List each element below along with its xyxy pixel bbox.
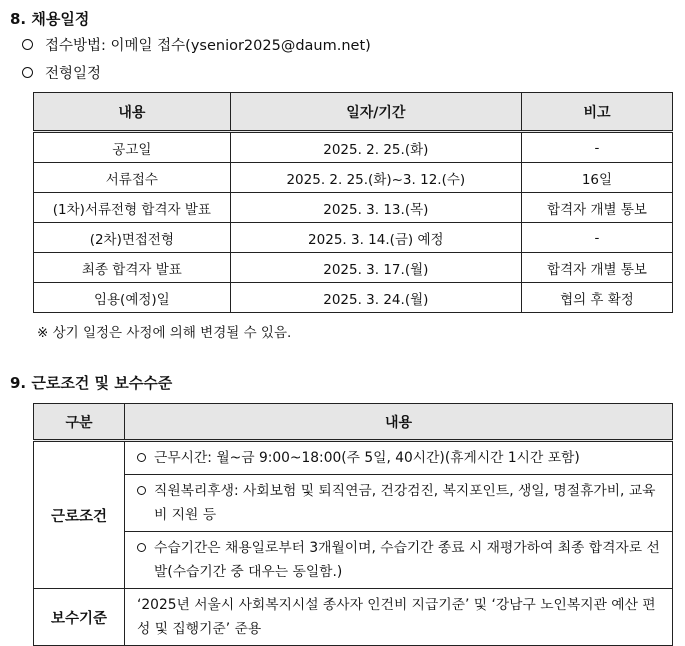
schedule-note: ※ 상기 일정은 사정에 의해 변경될 수 있음. xyxy=(37,325,292,341)
table-cell: 2025. 3. 17.(월) xyxy=(230,253,521,283)
table-cell: (2차)면접전형 xyxy=(34,223,231,253)
table-cell xyxy=(125,532,673,589)
table-cell: (1차)서류전형 합격자 발표 xyxy=(34,193,231,223)
table-row xyxy=(34,532,673,589)
circle-bullet-icon xyxy=(137,486,146,495)
table-cell: 서류접수 xyxy=(34,163,231,193)
table-header-row xyxy=(34,93,673,132)
column-header: 비고 xyxy=(521,93,672,132)
bullet-apply-method xyxy=(22,34,371,55)
table-cell: 협의 후 확정 xyxy=(521,283,672,313)
schedule-table xyxy=(33,92,673,313)
probation-text: 수습기간은 채용일로부터 3개월이며, 수습기간 종료 시 재평가하여 최종 합격자로 선발(수습기간 중 대우는 동일함.) xyxy=(154,540,660,580)
column-header: 구분 xyxy=(34,404,125,441)
table-row xyxy=(34,223,673,253)
circle-bullet-icon xyxy=(22,67,33,78)
circle-bullet-icon xyxy=(22,39,33,50)
column-header: 내용 xyxy=(125,404,673,441)
table-cell: 임용(예정)일 xyxy=(34,283,231,313)
table-row xyxy=(34,589,673,646)
column-header: 내용 xyxy=(34,93,231,132)
table-row xyxy=(34,283,673,313)
section8-heading: 8. 채용일정 xyxy=(10,10,90,28)
welfare-text: 직원복리후생: 사회보험 및 퇴직연금, 건강검진, 복지포인트, 생일, 명절휴가비, 교육비 지원 등 xyxy=(154,483,656,523)
pay-standard-text: ‘2025년 서울시 사회복지시설 종사자 인건비 지급기준’ 및 ‘강남구 노인복지관 예산 편성 및 집행기준’ 준용 xyxy=(125,589,673,646)
table-cell: 16일 xyxy=(521,163,672,193)
table-cell: 최종 합격자 발표 xyxy=(34,253,231,283)
bullet-schedule xyxy=(22,62,101,83)
table-row xyxy=(34,441,673,475)
work-hours-text: 근무시간: 월~금 9:00~18:00(주 5일, 40시간)(휴게시간 1시간 포함) xyxy=(154,450,580,466)
list-item xyxy=(137,479,664,527)
table-cell: 2025. 3. 13.(목) xyxy=(230,193,521,223)
table-cell: 2025. 3. 14.(금) 예정 xyxy=(230,223,521,253)
table-row xyxy=(34,475,673,532)
table-cell: 2025. 2. 25.(화) xyxy=(230,132,521,163)
table-cell xyxy=(125,441,673,475)
table-cell: 공고일 xyxy=(34,132,231,163)
table-cell: - xyxy=(521,223,672,253)
circle-bullet-icon xyxy=(137,543,146,552)
table-cell: 합격자 개별 통보 xyxy=(521,253,672,283)
table-row xyxy=(34,132,673,163)
table-row xyxy=(34,193,673,223)
table-row xyxy=(34,253,673,283)
circle-bullet-icon xyxy=(137,453,146,462)
conditions-table xyxy=(33,403,673,646)
list-item xyxy=(137,536,664,584)
table-cell: 합격자 개별 통보 xyxy=(521,193,672,223)
table-cell xyxy=(125,475,673,532)
schedule-text: 전형일정 xyxy=(45,66,102,82)
table-cell: - xyxy=(521,132,672,163)
pay-standard-label: 보수기준 xyxy=(34,589,125,646)
table-cell: 2025. 3. 24.(월) xyxy=(230,283,521,313)
work-conditions-label: 근로조건 xyxy=(34,441,125,589)
apply-method-text: 접수방법: 이메일 접수(ysenior2025@daum.net) xyxy=(45,38,371,54)
table-row xyxy=(34,163,673,193)
table-header-row xyxy=(34,404,673,441)
table-cell: 2025. 2. 25.(화)~3. 12.(수) xyxy=(230,163,521,193)
list-item xyxy=(137,446,664,470)
section9-heading: 9. 근로조건 및 보수수준 xyxy=(10,374,173,392)
column-header: 일자/기간 xyxy=(230,93,521,132)
